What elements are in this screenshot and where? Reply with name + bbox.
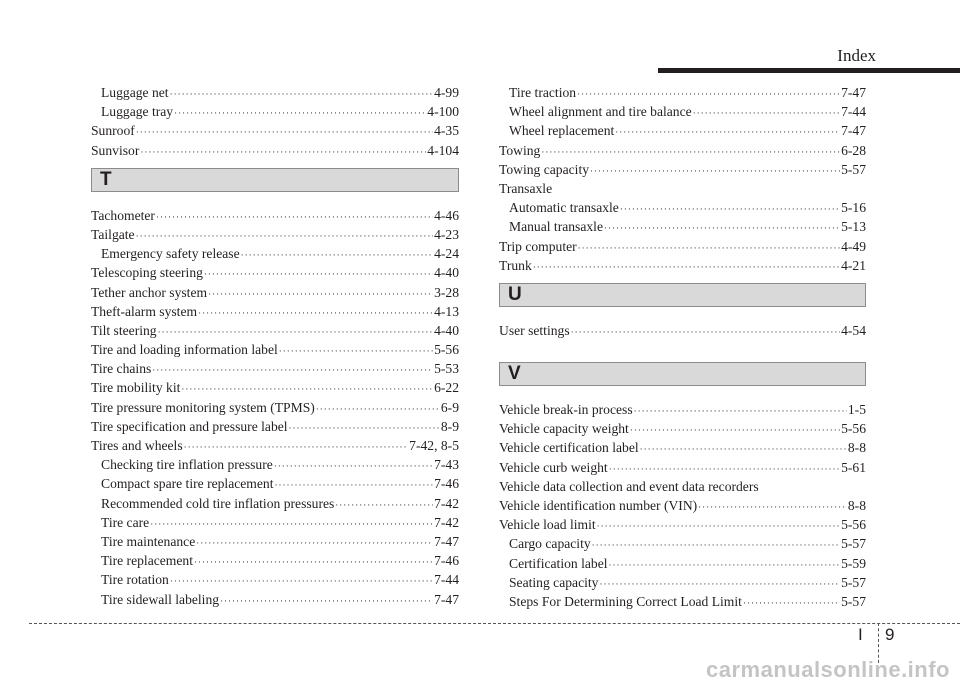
section-letter: T	[100, 168, 112, 190]
dot-leader	[609, 556, 841, 575]
entry-page-ref: 7-44	[434, 572, 459, 588]
entry-term: Seating capacity	[509, 574, 599, 590]
dot-leader	[640, 440, 847, 459]
index-entry	[91, 263, 459, 282]
entry-term: Tachometer	[91, 207, 155, 223]
entry-term: Trunk	[499, 257, 532, 273]
index-entry	[91, 570, 459, 589]
entry-page-ref: 4-23	[434, 226, 459, 242]
entry-page-ref: 8-9	[440, 418, 459, 434]
index-entry	[499, 573, 866, 592]
entry-page-ref: 7-47	[841, 85, 866, 100]
index-entry	[91, 455, 459, 474]
entry-term: Tire replacement	[101, 553, 193, 569]
dot-leader	[170, 85, 434, 104]
dot-leader	[590, 162, 840, 181]
entry-page-ref: 4-46	[434, 207, 459, 223]
entry-page-ref: 7-47	[434, 533, 459, 549]
entry-term: Compact spare tire replacement	[101, 476, 274, 492]
entry-term: Vehicle load limit	[499, 517, 596, 533]
entry-page-ref: 4-13	[434, 303, 459, 319]
entry-list	[499, 400, 866, 611]
entry-term: Steps For Determining Correct Load Limit	[509, 593, 742, 609]
entry-term: Automatic transaxle	[509, 200, 619, 216]
entry-term: Vehicle data collection and event data recorders	[499, 478, 759, 494]
index-entry	[499, 592, 866, 611]
index-entry	[499, 83, 866, 102]
dot-leader	[604, 219, 840, 238]
section-header-v	[499, 362, 866, 386]
dot-leader	[578, 239, 840, 258]
footer-section-label: I	[858, 625, 863, 644]
entry-term: Tire mobility kit	[91, 380, 181, 396]
dot-leader	[279, 342, 433, 361]
entry-term: Emergency safety release	[101, 246, 240, 262]
entry-page-ref: 7-44	[841, 104, 866, 120]
watermark-text: carmanualsonline.info	[706, 657, 950, 682]
entry-page-ref: 5-16	[841, 200, 866, 216]
entry-term: Transaxle	[499, 180, 553, 196]
entry-term: Checking tire inflation pressure	[101, 457, 273, 473]
index-entry	[499, 438, 866, 457]
index-entry	[91, 225, 459, 244]
index-entry	[91, 321, 459, 340]
dot-leader	[156, 208, 433, 227]
index-entry	[91, 417, 459, 436]
entry-page-ref: 4-104	[427, 142, 459, 158]
entry-term: Tires and wheels	[91, 438, 183, 453]
entry-page-ref: 5-56	[841, 421, 866, 437]
index-entry	[91, 474, 459, 493]
entry-term: Luggage tray	[101, 104, 174, 120]
dot-leader	[592, 536, 840, 555]
entry-list	[499, 83, 866, 275]
dot-leader	[198, 304, 433, 323]
entry-page-ref: 7-42	[434, 495, 459, 511]
entry-term: Tire traction	[509, 85, 577, 100]
entry-term: Tire sidewall labeling	[101, 591, 220, 607]
index-entry	[499, 121, 866, 140]
dot-leader	[196, 534, 433, 553]
entry-page-ref: 3-28	[434, 284, 459, 300]
entry-term: Sunroof	[91, 123, 135, 139]
index-entry	[91, 551, 459, 570]
index-entry	[499, 496, 866, 515]
index-entry	[499, 256, 866, 275]
entry-term: Tether anchor system	[91, 284, 208, 300]
entry-page-ref: 8-8	[847, 440, 866, 456]
dot-leader	[597, 517, 840, 536]
entry-page-ref: 4-99	[434, 85, 459, 100]
dot-leader	[533, 258, 840, 277]
index-entry	[499, 217, 866, 236]
dot-leader	[174, 104, 426, 123]
header-rule	[658, 68, 960, 73]
index-entry	[91, 398, 459, 417]
dot-leader	[316, 400, 440, 419]
index-entry	[499, 554, 866, 573]
index-entry	[499, 237, 866, 256]
entry-term: Wheel replacement	[509, 123, 615, 139]
dot-leader	[698, 498, 847, 517]
index-entry	[91, 513, 459, 532]
page-header-title: Index	[837, 46, 876, 65]
dot-leader	[152, 361, 433, 380]
entry-page-ref: 4-54	[841, 322, 866, 338]
entry-page-ref: 7-46	[434, 553, 459, 569]
index-entry	[91, 102, 459, 121]
entry-page-ref: 5-59	[841, 555, 866, 571]
section-letter: U	[508, 283, 522, 305]
entry-page-ref: 4-49	[841, 238, 866, 254]
entry-term: Telescoping steering	[91, 265, 203, 281]
entry-term: Vehicle curb weight	[499, 459, 608, 475]
entry-term: Luggage net	[101, 85, 169, 100]
entry-page-ref: 4-35	[434, 123, 459, 139]
entry-page-ref: 4-100	[427, 104, 459, 120]
entry-page-ref: 5-53	[434, 361, 459, 377]
dot-leader	[220, 592, 433, 611]
section-header-u	[499, 283, 866, 307]
section-header-t	[91, 168, 459, 192]
index-entry	[91, 283, 459, 302]
entry-term: Sunvisor	[91, 142, 140, 158]
entry-page-ref: 7-42	[434, 514, 459, 530]
dot-leader	[571, 323, 840, 342]
entry-term: Towing capacity	[499, 161, 590, 177]
index-entry	[91, 340, 459, 359]
index-entry	[91, 206, 459, 225]
dot-leader	[634, 402, 847, 421]
entry-term: User settings	[499, 322, 570, 338]
dot-leader	[136, 123, 433, 142]
index-entry	[499, 102, 866, 121]
dot-leader	[241, 246, 433, 265]
entry-term: Tire chains	[91, 361, 152, 377]
index-entry	[91, 83, 459, 102]
entry-list	[91, 83, 459, 160]
entry-page-ref: 7-47	[841, 123, 866, 139]
entry-term: Manual transaxle	[509, 219, 603, 235]
index-entry	[499, 515, 866, 534]
dot-leader	[615, 123, 840, 142]
dot-leader	[693, 104, 840, 123]
entry-page-ref: 5-56	[434, 342, 459, 358]
entry-term: Vehicle certification label	[499, 440, 639, 456]
index-entry	[91, 532, 459, 551]
entry-term: Tire care	[101, 514, 150, 530]
dot-leader	[208, 285, 433, 304]
entry-term: Certification label	[509, 555, 608, 571]
index-entry	[499, 458, 866, 477]
dot-leader	[743, 594, 840, 613]
entry-term: Tire specification and pressure label	[91, 418, 288, 434]
index-column-left	[91, 83, 459, 609]
index-entry	[91, 436, 459, 455]
entry-term: Towing	[499, 142, 541, 158]
index-entry	[499, 160, 866, 179]
dot-leader	[204, 265, 433, 284]
entry-page-ref: 8-8	[847, 498, 866, 513]
entry-page-ref: 7-47	[434, 591, 459, 607]
index-entry	[91, 359, 459, 378]
entry-page-ref: 4-21	[841, 257, 866, 273]
entry-term: Vehicle break-in process	[499, 402, 633, 418]
entry-term: Tire rotation	[101, 572, 169, 588]
entry-list	[499, 321, 866, 340]
entry-page-ref: 4-24	[434, 246, 459, 262]
entry-term: Theft-alarm system	[91, 303, 198, 319]
entry-page-ref: 4-40	[434, 265, 459, 281]
entry-page-ref: 7-46	[434, 476, 459, 492]
entry-term: Tailgate	[91, 226, 135, 242]
footer-page-number: 9	[885, 625, 895, 644]
entry-term: Wheel alignment and tire balance	[509, 104, 692, 120]
entry-term: Tire maintenance	[101, 533, 196, 549]
entry-term: Trip computer	[499, 238, 577, 254]
index-entry	[91, 244, 459, 263]
entry-term: Vehicle identification number (VIN)	[499, 498, 698, 513]
index-entry	[91, 590, 459, 609]
entry-page-ref: 5-57	[841, 536, 866, 552]
entry-page-ref: 6-9	[440, 399, 459, 415]
entry-page-ref: 5-57	[841, 593, 866, 609]
entry-page-ref: 5-57	[841, 574, 866, 590]
dot-leader	[140, 143, 426, 162]
index-entry	[499, 534, 866, 553]
entry-term: Vehicle capacity weight	[499, 421, 629, 437]
entry-page-ref: 1-5	[847, 402, 866, 418]
index-entry	[499, 419, 866, 438]
entry-page-ref: 4-40	[434, 322, 459, 338]
index-entry	[91, 121, 459, 140]
entry-page-ref: 7-42, 8-5	[409, 438, 459, 453]
dot-leader	[620, 200, 840, 219]
dot-leader	[194, 553, 433, 572]
entry-page-ref: 6-22	[434, 380, 459, 396]
entry-term: Recommended cold tire inflation pressures	[101, 495, 335, 511]
entry-page-ref: 7-43	[434, 457, 459, 473]
index-entry	[91, 494, 459, 513]
index-entry	[91, 378, 459, 397]
index-entry	[499, 179, 866, 198]
dot-leader	[274, 457, 433, 476]
entry-term: Tire and loading information label	[91, 342, 278, 358]
entry-page-ref: 5-61	[841, 459, 866, 475]
dot-leader	[630, 421, 840, 440]
entry-list	[91, 206, 459, 609]
section-letter: V	[508, 363, 521, 385]
entry-term: Cargo capacity	[509, 536, 591, 552]
index-entry	[499, 141, 866, 160]
entry-page-ref: 5-57	[841, 161, 866, 177]
entry-page-ref: 5-13	[841, 219, 866, 235]
index-entry	[499, 198, 866, 217]
entry-term: Tire pressure monitoring system (TPMS)	[91, 399, 315, 415]
index-entry	[91, 302, 459, 321]
dot-leader	[335, 496, 433, 515]
index-entry	[499, 477, 866, 496]
entry-page-ref: 6-28	[841, 142, 866, 158]
entry-page-ref: 5-56	[841, 517, 866, 533]
entry-term: Tilt steering	[91, 322, 157, 338]
index-entry	[499, 321, 866, 340]
footer-rule	[29, 623, 960, 624]
index-column-right	[499, 83, 866, 611]
index-entry	[499, 400, 866, 419]
section-gap	[499, 340, 866, 354]
index-entry	[91, 141, 459, 160]
